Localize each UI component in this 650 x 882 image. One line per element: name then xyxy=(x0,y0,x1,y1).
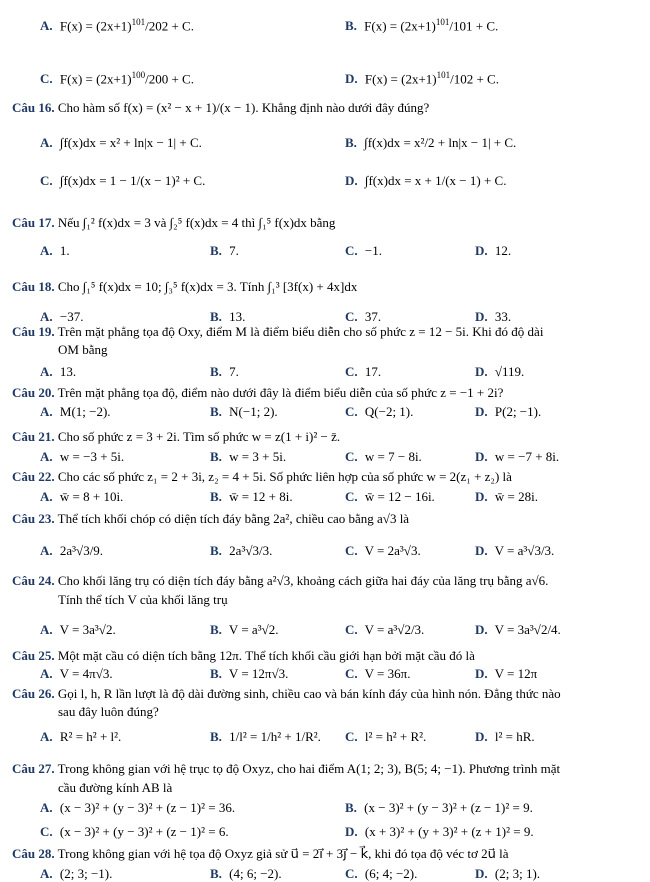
math-text: M(1; −2). xyxy=(56,404,111,419)
option-letter: A. xyxy=(40,729,53,744)
math-text: Trên mặt phẳng tọa độ Oxy, điểm M là điểm biểu diễn cho số phức z = 12 − 5i. Khi đó độ dài xyxy=(54,324,544,339)
option-letter: B. xyxy=(345,800,357,815)
exam-line xyxy=(475,666,537,681)
exam-line xyxy=(40,824,229,839)
math-text: Trong không gian với hệ trục tọ độ Oxyz, cho hai điểm A(1; 2; 3), B(5; 4; −1). Phương trình mặt xyxy=(54,761,561,776)
exam-line xyxy=(40,666,113,681)
option-letter: A. xyxy=(40,449,53,464)
math-text: V = a³√2. xyxy=(225,622,279,637)
math-text: −37. xyxy=(56,309,84,324)
option-letter: A. xyxy=(40,243,53,258)
exam-line xyxy=(210,666,288,681)
math-text: (x − 3)² + (y − 3)² + (z − 1)² = 6. xyxy=(56,824,229,839)
option-letter: D. xyxy=(475,729,488,744)
exam-line xyxy=(210,404,278,419)
math-text: F(x) = (2x+1) xyxy=(56,71,132,87)
exam-line xyxy=(475,622,561,637)
math-text: l² = h² + R². xyxy=(361,729,427,744)
option-letter: C. xyxy=(345,666,358,681)
option-letter: B. xyxy=(210,449,222,464)
exam-line xyxy=(345,666,410,681)
exam-line xyxy=(475,543,554,558)
math-text: F(x) = (2x+1) xyxy=(361,71,437,87)
option-letter: C. xyxy=(40,71,53,87)
math-text: V = 3a³√2/4. xyxy=(491,622,561,637)
math-text: Cho hàm số f(x) = (x² − x + 1)/(x − 1). Khẳng định nào dưới đây đúng? xyxy=(54,100,430,115)
exam-line xyxy=(345,800,533,815)
exam-line xyxy=(12,324,543,339)
option-letter: A. xyxy=(40,666,53,681)
math-text: 37. xyxy=(361,309,382,324)
option-letter: A. xyxy=(40,800,53,815)
math-text: 12. xyxy=(491,243,512,258)
math-text: sau đây luôn đúng? xyxy=(58,704,159,719)
exam-line xyxy=(40,489,123,504)
math-text: (4; 6; −2). xyxy=(225,866,282,881)
exam-line xyxy=(475,404,541,419)
question-number: Câu 25. xyxy=(12,648,55,663)
exam-line xyxy=(12,511,409,526)
exam-line xyxy=(475,866,540,881)
exam-line xyxy=(210,449,286,464)
exam-line xyxy=(58,592,228,607)
option-letter: C. xyxy=(40,824,53,839)
math-text: Tính thể tích V của khối lăng trụ xyxy=(58,592,228,607)
option-letter: B. xyxy=(345,135,357,150)
math-text: N(−1; 2). xyxy=(225,404,278,419)
exam-line xyxy=(475,729,535,744)
exam-line xyxy=(40,135,202,150)
math-text: /202 + C. xyxy=(145,18,194,34)
question-number: Câu 22. xyxy=(12,469,55,484)
exam-line xyxy=(475,309,511,324)
exam-line xyxy=(12,215,335,230)
option-letter: D. xyxy=(475,404,488,419)
option-letter: A. xyxy=(40,489,53,504)
option-letter: B. xyxy=(210,729,222,744)
option-letter: A. xyxy=(40,404,53,419)
exam-line xyxy=(345,15,498,33)
option-letter: D. xyxy=(345,71,358,87)
exam-line xyxy=(40,800,235,815)
exam-line xyxy=(345,449,422,464)
option-letter: C. xyxy=(345,364,358,379)
math-text: (6; 4; −2). xyxy=(361,866,418,881)
math-text: cầu đường kính AB là xyxy=(58,780,173,795)
math-text: −1. xyxy=(361,243,382,258)
question-number: Câu 26. xyxy=(12,686,55,701)
exam-line xyxy=(345,173,506,188)
question-number: Câu 20. xyxy=(12,385,55,400)
math-text: (x − 3)² + (y − 3)² + (z − 1)² = 9. xyxy=(360,800,533,815)
exam-line xyxy=(210,866,282,881)
math-text: Gọi l, h, R lần lượt là độ dài đường sinh, chiều cao và bán kính đáy của hình nón. Đẳng thức nào xyxy=(54,686,561,701)
option-letter: D. xyxy=(475,622,488,637)
exam-line xyxy=(345,68,499,86)
exam-line xyxy=(210,622,278,637)
exam-line xyxy=(12,279,357,294)
option-letter: B. xyxy=(210,622,222,637)
exam-line xyxy=(345,622,424,637)
exam-line xyxy=(210,729,321,744)
math-text: (x + 3)² + (y + 3)² + (z + 1)² = 9. xyxy=(361,824,534,839)
option-letter: C. xyxy=(345,404,358,419)
exam-line xyxy=(475,489,538,504)
math-text: P(2; −1). xyxy=(491,404,542,419)
math-text: w̄ = 12 + 8i. xyxy=(225,489,293,504)
math-text: 7. xyxy=(225,243,239,258)
math-text: V = a³√2/3. xyxy=(361,622,425,637)
option-letter: C. xyxy=(345,866,358,881)
math-text: w = −3 + 5i. xyxy=(56,449,125,464)
option-letter: B. xyxy=(210,243,222,258)
math-text: R² = h² + l². xyxy=(56,729,122,744)
math-text: Q(−2; 1). xyxy=(361,404,414,419)
math-text: V = 2a³√3. xyxy=(361,543,421,558)
exam-line xyxy=(475,243,511,258)
exam-line xyxy=(40,404,111,419)
math-text: w̄ = 28i. xyxy=(491,489,538,504)
option-letter: B. xyxy=(210,309,222,324)
option-letter: B. xyxy=(210,404,222,419)
math-text: ∫f(x)dx = x + 1/(x − 1) + C. xyxy=(361,173,507,188)
question-number: Câu 17. xyxy=(12,215,55,230)
math-text: ∫f(x)dx = x²/2 + ln|x − 1| + C. xyxy=(360,135,517,150)
exam-line xyxy=(58,780,172,795)
exponent: 101 xyxy=(436,70,451,80)
math-text: Trên mặt phẳng tọa độ, điểm nào dưới đây là điểm biểu diễn của số phức z = −1 + 2i? xyxy=(54,385,504,400)
exam-line xyxy=(40,729,121,744)
option-letter: C. xyxy=(40,173,53,188)
exam-line xyxy=(40,15,194,33)
math-text: (2; 3; 1). xyxy=(491,866,541,881)
option-letter: C. xyxy=(345,543,358,558)
question-number: Câu 24. xyxy=(12,573,55,588)
option-letter: C. xyxy=(345,309,358,324)
math-text: /102 + C. xyxy=(450,71,499,87)
option-letter: B. xyxy=(210,364,222,379)
exam-line xyxy=(345,243,382,258)
option-letter: A. xyxy=(40,364,53,379)
math-text: w̄ = 8 + 10i. xyxy=(56,489,124,504)
math-text: 33. xyxy=(491,309,512,324)
exam-line xyxy=(210,364,239,379)
exam-line xyxy=(210,243,239,258)
math-text: Một mặt cầu có diện tích bằng 12π. Thể tích khối cầu giới hạn bởi mặt cầu đó là xyxy=(54,648,475,663)
option-letter: D. xyxy=(475,489,488,504)
option-letter: A. xyxy=(40,135,53,150)
math-text: w = 3 + 5i. xyxy=(225,449,287,464)
exam-line xyxy=(58,342,107,357)
option-letter: D. xyxy=(475,309,488,324)
question-number: Câu 19. xyxy=(12,324,55,339)
option-letter: A. xyxy=(40,309,53,324)
math-text: √119. xyxy=(491,364,525,379)
exponent: 100 xyxy=(131,70,146,80)
math-text: V = 12π√3. xyxy=(225,666,289,681)
option-letter: D. xyxy=(475,364,488,379)
math-text: Thể tích khối chóp có diện tích đáy bằng 2a², chiều cao bằng a√3 là xyxy=(54,511,410,526)
option-letter: D. xyxy=(475,866,488,881)
math-text: V = a³√3/3. xyxy=(491,543,555,558)
exam-line xyxy=(345,309,381,324)
math-text: Cho ∫₁⁵ f(x)dx = 10; ∫₃⁵ f(x)dx = 3. Tính ∫₁³ [3f(x) + 4x]dx xyxy=(54,279,358,294)
exam-line xyxy=(345,824,534,839)
option-letter: B. xyxy=(210,489,222,504)
math-text: /200 + C. xyxy=(145,71,194,87)
math-text: w = −7 + 8i. xyxy=(491,449,560,464)
question-number: Câu 21. xyxy=(12,429,55,444)
exam-line xyxy=(58,704,159,719)
exam-line xyxy=(12,429,340,444)
option-letter: A. xyxy=(40,18,53,34)
exam-line xyxy=(345,404,413,419)
exam-line xyxy=(12,100,429,115)
option-letter: B. xyxy=(210,866,222,881)
math-text: V = 3a³√2. xyxy=(56,622,116,637)
math-text: w̄ = 12 − 16i. xyxy=(361,489,435,504)
exam-line xyxy=(345,729,426,744)
option-letter: C. xyxy=(345,243,358,258)
exam-line xyxy=(40,173,205,188)
math-text: F(x) = (2x+1) xyxy=(360,18,436,34)
exam-line xyxy=(12,573,548,588)
math-text: (2; 3; −1). xyxy=(56,866,113,881)
exam-line xyxy=(210,489,293,504)
exam-line xyxy=(12,686,561,701)
math-text: 13. xyxy=(225,309,246,324)
exam-line xyxy=(345,489,435,504)
math-text: 13. xyxy=(56,364,77,379)
math-text: Cho khối lăng trụ có diện tích đáy bằng a²√3, khoảng cách giữa hai đáy của lăng trụ bằng a√6. xyxy=(54,573,549,588)
math-text: 17. xyxy=(361,364,382,379)
exam-line xyxy=(40,866,112,881)
math-text: 1. xyxy=(56,243,70,258)
exam-line xyxy=(345,364,381,379)
exam-line xyxy=(345,543,421,558)
exam-line xyxy=(40,364,76,379)
question-number: Câu 27. xyxy=(12,761,55,776)
option-letter: A. xyxy=(40,543,53,558)
option-letter: D. xyxy=(475,543,488,558)
exam-line xyxy=(40,68,194,86)
option-letter: A. xyxy=(40,622,53,637)
question-number: Câu 18. xyxy=(12,279,55,294)
option-letter: B. xyxy=(210,666,222,681)
exam-line xyxy=(40,449,124,464)
exam-line xyxy=(475,364,524,379)
option-letter: D. xyxy=(475,449,488,464)
exam-line xyxy=(12,846,509,861)
exam-line xyxy=(12,385,503,400)
math-text: V = 4π√3. xyxy=(56,666,113,681)
exam-line xyxy=(12,469,512,484)
math-text: 2a³√3/9. xyxy=(56,543,104,558)
math-text: Trong không gian với hệ tọa độ Oxyz giả sử u⃗ = 2i⃗ + 3j⃗ − k⃗, khi đó tọa độ véc tơ 2u⃗ là xyxy=(54,846,509,861)
math-text: (x − 3)² + (y − 3)² + (z − 1)² = 36. xyxy=(56,800,236,815)
math-text: F(x) = (2x+1) xyxy=(56,18,132,34)
option-letter: C. xyxy=(345,449,358,464)
math-text: l² = hR. xyxy=(491,729,535,744)
exam-line xyxy=(40,622,116,637)
exponent: 101 xyxy=(435,17,450,27)
option-letter: C. xyxy=(345,729,358,744)
question-number: Câu 23. xyxy=(12,511,55,526)
exam-line xyxy=(210,543,272,558)
math-text: /101 + C. xyxy=(449,18,499,34)
option-letter: D. xyxy=(475,243,488,258)
math-text: Cho số phức z = 3 + 2i. Tìm số phức w = z(1 + i)² − z̄. xyxy=(54,429,341,444)
math-text: 2a³√3/3. xyxy=(225,543,273,558)
exam-line xyxy=(40,243,70,258)
question-number: Câu 16. xyxy=(12,100,55,115)
option-letter: D. xyxy=(345,173,358,188)
option-letter: B. xyxy=(210,543,222,558)
exam-line xyxy=(40,543,103,558)
math-text: Cho các số phức z₁ = 2 + 3i, z₂ = 4 + 5i. Số phức liên hợp của số phức w = 2(z₁ + z₂) là xyxy=(54,469,512,484)
exam-line xyxy=(40,309,83,324)
option-letter: D. xyxy=(475,666,488,681)
exam-line xyxy=(12,761,560,776)
math-text: ∫f(x)dx = x² + ln|x − 1| + C. xyxy=(56,135,202,150)
exam-line xyxy=(210,309,245,324)
option-letter: D. xyxy=(345,824,358,839)
math-text: OM bằng xyxy=(58,342,108,357)
math-text: 1/l² = 1/h² + 1/R². xyxy=(225,729,321,744)
exam-line xyxy=(12,648,475,663)
exponent: 101 xyxy=(131,17,146,27)
math-text: V = 36π. xyxy=(361,666,411,681)
option-letter: B. xyxy=(345,18,357,34)
option-letter: A. xyxy=(40,866,53,881)
math-text: w = 7 − 8i. xyxy=(361,449,422,464)
exam-line xyxy=(345,866,417,881)
question-number: Câu 28. xyxy=(12,846,55,861)
math-text: V = 12π xyxy=(491,666,538,681)
math-text: Nếu ∫₁² f(x)dx = 3 và ∫₂⁵ f(x)dx = 4 thì ∫₁⁵ f(x)dx bằng xyxy=(54,215,336,230)
option-letter: C. xyxy=(345,489,358,504)
math-text: 7. xyxy=(225,364,239,379)
exam-line xyxy=(475,449,559,464)
exam-line xyxy=(345,135,516,150)
option-letter: C. xyxy=(345,622,358,637)
math-text: ∫f(x)dx = 1 − 1/(x − 1)² + C. xyxy=(56,173,206,188)
